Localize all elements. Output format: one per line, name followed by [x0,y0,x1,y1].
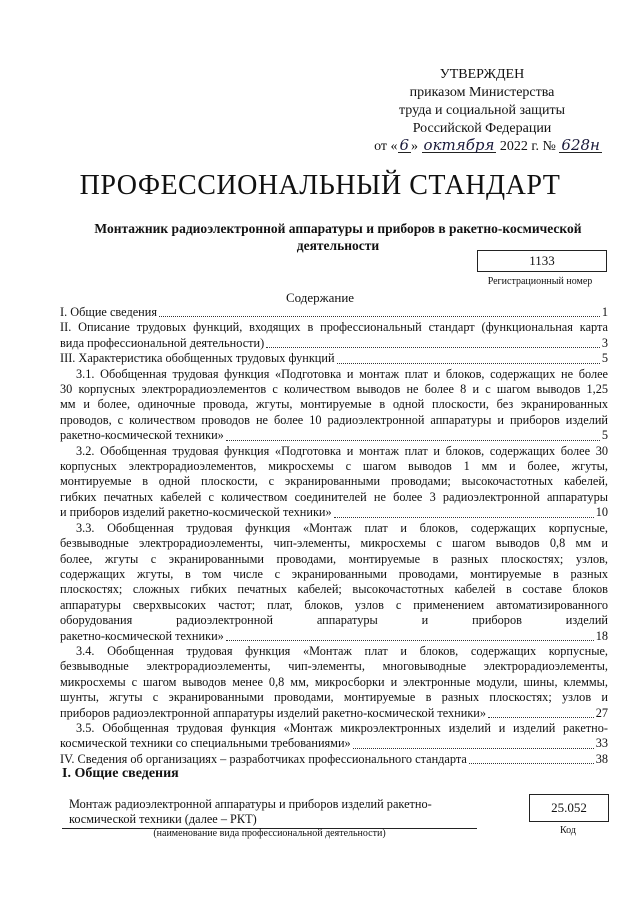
toc-entry-line: оборудования радиоэлектронной аппаратуры и приборов изделий [60,613,608,628]
approval-block [354,66,610,156]
toc-entry-line: 3.3. Обобщенная трудовая функция «Монтаж плат и блоков, содержащих корпусные, [76,520,608,535]
document-title: ПРОФЕССИОНАЛЬНЫЙ СТАНДАРТ [79,170,561,201]
toc-entry [60,521,608,644]
approval-date: от « 6 » октября 2022 г. № 628н [374,136,600,154]
toc-page-number: 38 [595,751,608,766]
toc-entry [60,444,608,521]
toc-entry-text: ракетно-космической техники» [60,428,224,443]
toc-entry-line: корпусных электрорадиоэлементов, микросхемы с шагом выводов 1 мм и более, жгуты, [60,459,608,474]
toc-entry-line: 3.4. Обобщенная трудовая функция «Монтаж плат и блоков, содержащих корпусные, [76,643,608,658]
toc-entry-last-line [60,505,608,520]
toc-page-number: 10 [595,505,608,520]
toc-page-number: 5 [601,428,608,443]
toc-entry-line: безвыводные электрорадиоэлементы, чип-элементы, многовыводные электрорадиоэлементы, [60,659,608,674]
toc-heading: Содержание [285,290,355,305]
toc-page-number: 18 [595,628,608,643]
approval-line-4: Российской Федерации [412,121,552,136]
toc-entry-line: проводов, с количеством проводов не более 10 радиоэлектронной аппаратуры и приборов изделий [60,412,608,427]
toc-entry-line: мм и более, одиночные провода, жгуты, монтируемые в одной плоскости, без экранированных [60,397,608,412]
toc-entry-line: 3.5. Обобщенная трудовая функция «Монтаж микроэлектронных изделий и изделий ракетно- [76,720,608,735]
registration-number-box: 1133 [477,250,607,272]
toc-entry-last-line [60,706,608,721]
toc-entry-text: космической техники со специальными требованиями» [60,736,351,751]
toc-entry-line: 30 корпусных электрорадиоэлементов с количеством выводов не более 8 и с шагом выводов 1,25 [60,382,608,397]
toc-leader-dots [469,763,594,764]
toc-page-number: 1 [601,305,608,319]
toc-entry [60,305,608,320]
toc-entry [60,721,608,752]
toc-entry-line: плоскостях; сложных гибких печатных кабелей; высокочастотных кабелей в составе блоков [60,582,608,597]
toc-entry-text: ракетно-космической техники» [60,628,224,643]
toc-entry-text: и приборов изделий ракетно-космической техники» [60,505,332,520]
toc-entry [60,644,608,721]
toc-entry-line: II. Описание трудовых функций, входящих в профессиональный стандарт (функциональная карта [60,320,608,335]
occupation-name [69,797,469,827]
toc-entry-line: гибких печатных кабелей с количеством соединителей не более 3 радиоэлектронной аппаратуры [60,489,608,504]
toc-leader-dots [337,363,600,364]
approval-line-3: труда и социальной защиты [399,103,565,118]
toc-leader-dots [334,517,594,518]
toc-leader-dots [226,640,594,641]
approval-line-2: приказом Министерства [409,85,555,100]
section-heading: I. Общие сведения [62,766,179,781]
approval-number: 628н [561,136,600,154]
toc-entry-line: более, жгуты с экранированными проводами, монтируемые в разных плоскостях; узлов, [60,551,608,566]
toc-entry-line: безвыводные электрорадиоэлементы, чип-элементы, микросхемы с шагом выводов 0,8 мм и [60,536,608,551]
toc-page-number: 27 [595,705,608,720]
occupation-line-1: Монтаж радиоэлектронной аппаратуры и приборов изделий ракетно- [69,797,432,811]
code-label: Код [560,825,576,836]
toc-page-number: 5 [601,351,608,366]
approval-line-1: УТВЕРЖДЕН [439,67,525,82]
toc-entry-line: шунты, жгуты с экранированными проводами, монтируемые в разных плоскостях; узлов и [60,690,608,705]
code-box: 25.052 [529,794,609,822]
table-of-contents [60,305,608,767]
toc-entry-text: I. Общие сведения [60,305,157,319]
toc-entry-last-line [60,752,608,767]
approval-month: октября [423,136,495,154]
toc-entry [60,367,608,444]
toc-entry-line: 3.2. Обобщенная трудовая функция «Подготовка и монтаж плат и блоков, содержащих более 30 [76,443,608,458]
toc-leader-dots [266,347,600,348]
registration-number-label: Регистрационный номер [487,276,593,287]
toc-entry-text: вида профессиональной деятельности) [60,335,265,350]
toc-leader-dots [488,717,594,718]
toc-entry-text: IV. Сведения об организациях – разработчиках профессионального стандарта [60,751,467,766]
standard-name: Монтажник радиоэлектронной аппаратуры и приборов в ракетно-космической деятельности [94,221,582,253]
toc-leader-dots [353,748,594,749]
toc-entry-last-line [60,428,608,443]
toc-entry-text: III. Характеристика обобщенных трудовых функций [60,351,335,366]
occupation-line-2: космической техники (далее – РКТ) [69,812,257,826]
toc-entry-last-line [60,736,608,751]
occupation-caption: (наименование вида профессиональной деятельности) [153,828,386,839]
toc-entry-line: микросхемы с шагом выводов менее 0,8 мм, микросборки и электронные модули, шины, клеммы, [60,674,608,689]
toc-entry [60,320,608,351]
toc-entry-text: приборов радиоэлектронной аппаратуры изделий ракетно-космической техники» [60,705,487,720]
approval-year: 2022 г. № [499,139,556,154]
toc-leader-dots [159,316,600,317]
toc-entry-last-line [60,351,608,366]
toc-entry [60,752,608,767]
toc-page-number: 33 [595,736,608,751]
toc-leader-dots [226,440,600,441]
approval-day: 6 [399,136,410,154]
toc-entry [60,351,608,366]
toc-entry-last-line [60,629,608,644]
toc-entry-line: аппаратуры сверхвысоких частот; плат, блоков, узлов с применением автоматизированного [60,597,608,612]
toc-entry-line: монтируемые в одной плоскости, с экранированными проводами; высокочастотных кабелей, [60,474,608,489]
toc-entry-line: 3.1. Обобщенная трудовая функция «Подготовка и монтаж плат и блоков, содержащих не более [76,366,608,381]
toc-page-number: 3 [601,335,608,350]
toc-entry-line: содержащих жгуты, в том числе с экранированными проводами, монтируемые в разных [60,566,608,581]
toc-entry-last-line [60,305,608,320]
toc-entry-last-line [60,336,608,351]
